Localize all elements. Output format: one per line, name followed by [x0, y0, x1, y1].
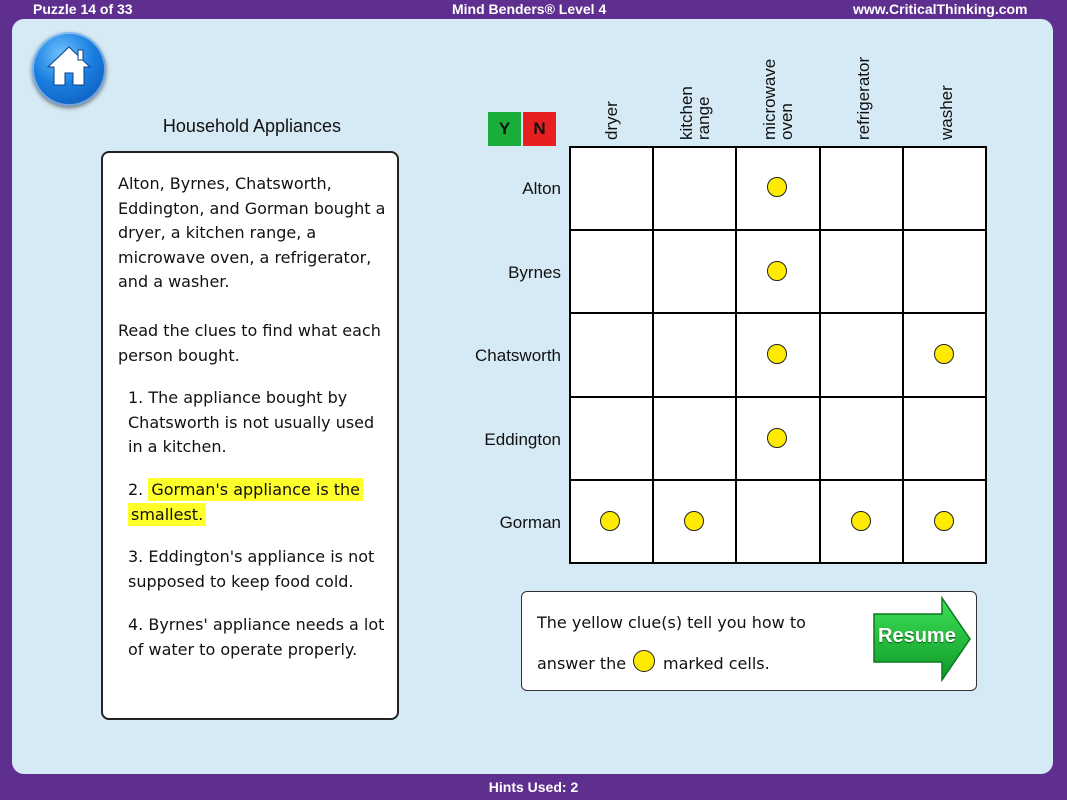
column-header-line: dryer [602, 101, 621, 140]
grid-cell[interactable] [653, 146, 737, 230]
yellow-dot-icon [600, 511, 620, 531]
grid-cell[interactable] [569, 146, 653, 230]
resume-label: Resume [878, 625, 956, 647]
column-header [603, 20, 620, 140]
hints-used: Hints Used: 2 [488, 779, 579, 795]
grid-cell[interactable] [820, 313, 904, 397]
column-header-line: microwave [760, 58, 779, 140]
clue-text: Byrnes' appliance needs a lot of water to operate properly. [128, 615, 385, 659]
column-header-line: washer [937, 85, 956, 140]
site-url: www.CriticalThinking.com [853, 1, 1028, 17]
grid-cell[interactable] [653, 397, 737, 481]
grid-cell[interactable] [736, 230, 820, 314]
clue-box [101, 151, 399, 720]
grid-cell[interactable] [569, 230, 653, 314]
clue-text: Gorman's appliance is the smallest. [128, 478, 363, 526]
clue-4 [128, 613, 393, 662]
top-bar [0, 0, 1067, 20]
home-button[interactable] [32, 32, 106, 106]
grid-cell[interactable] [820, 480, 904, 564]
yellow-dot-icon [767, 261, 787, 281]
column-header [938, 20, 955, 140]
grid-cell[interactable] [736, 397, 820, 481]
yellow-dot-icon [633, 650, 655, 672]
row-header: Gorman [499, 513, 561, 533]
grid-cell[interactable] [653, 313, 737, 397]
grid-cell[interactable] [820, 397, 904, 481]
grid-cell[interactable] [903, 230, 987, 314]
grid-cell[interactable] [736, 313, 820, 397]
hint-line-2a: answer the [537, 654, 627, 673]
row-header: Chatsworth [475, 346, 561, 366]
no-button[interactable]: N [523, 112, 556, 146]
clue-1 [128, 386, 393, 460]
clue-number: 4. [128, 615, 144, 634]
grid-cell[interactable] [736, 146, 820, 230]
yellow-dot-icon [767, 344, 787, 364]
row-header: Alton [522, 179, 561, 198]
column-header-line: refrigerator [854, 56, 873, 140]
yes-button[interactable]: Y [488, 112, 521, 146]
yellow-dot-icon [851, 511, 871, 531]
grid-cell[interactable] [653, 230, 737, 314]
row-header: Byrnes [508, 262, 561, 282]
clue-number: 2. [128, 480, 144, 499]
grid-cell[interactable] [569, 313, 653, 397]
column-header-line: kitchen [677, 86, 696, 140]
row-header: Eddington [484, 429, 561, 449]
yellow-dot-icon [684, 511, 704, 531]
grid-cell[interactable] [653, 480, 737, 564]
puzzle-title: Household Appliances [162, 116, 342, 136]
grid-cell[interactable] [903, 313, 987, 397]
yellow-dot-icon [767, 177, 787, 197]
logic-grid [569, 146, 987, 564]
column-header [855, 20, 872, 140]
clue-text: Eddington's appliance is not supposed to keep food cold. [128, 547, 375, 591]
yellow-dot-icon [934, 344, 954, 364]
grid-cell[interactable] [820, 146, 904, 230]
intro-text: Alton, Byrnes, Chatsworth, Eddington, and Gorman bought a dryer, a kitchen range, a microwave oven, a refrigerator, and a washer. [118, 174, 386, 291]
bottom-bar [0, 776, 1067, 800]
column-header-line: range [694, 96, 713, 140]
puzzle-counter: Puzzle 14 of 33 [33, 1, 133, 17]
instruction-text: Read the clues to find what each person bought. [118, 321, 381, 365]
grid-cell[interactable] [569, 397, 653, 481]
grid-cell[interactable] [569, 480, 653, 564]
grid-cell[interactable] [903, 397, 987, 481]
column-header [761, 20, 795, 140]
clue-number: 3. [128, 547, 144, 566]
column-header-line: oven [777, 103, 796, 140]
clue-text: The appliance bought by Chatsworth is not usually used in a kitchen. [128, 388, 375, 456]
clue-number: 1. [128, 388, 144, 407]
home-icon [45, 43, 93, 89]
clue-3 [128, 545, 393, 594]
yellow-dot-icon [767, 428, 787, 448]
yellow-dot-icon [934, 511, 954, 531]
clue-2-highlighted [128, 478, 393, 527]
grid-cell[interactable] [903, 480, 987, 564]
grid-cell[interactable] [903, 146, 987, 230]
column-header [678, 20, 712, 140]
grid-cell[interactable] [736, 480, 820, 564]
app-title: Mind Benders® Level 4 [452, 1, 607, 17]
resume-button[interactable] [872, 596, 972, 682]
grid-cell[interactable] [820, 230, 904, 314]
hint-line-2b: marked cells. [663, 654, 770, 673]
hint-line-1: The yellow clue(s) tell you how to [537, 613, 806, 632]
